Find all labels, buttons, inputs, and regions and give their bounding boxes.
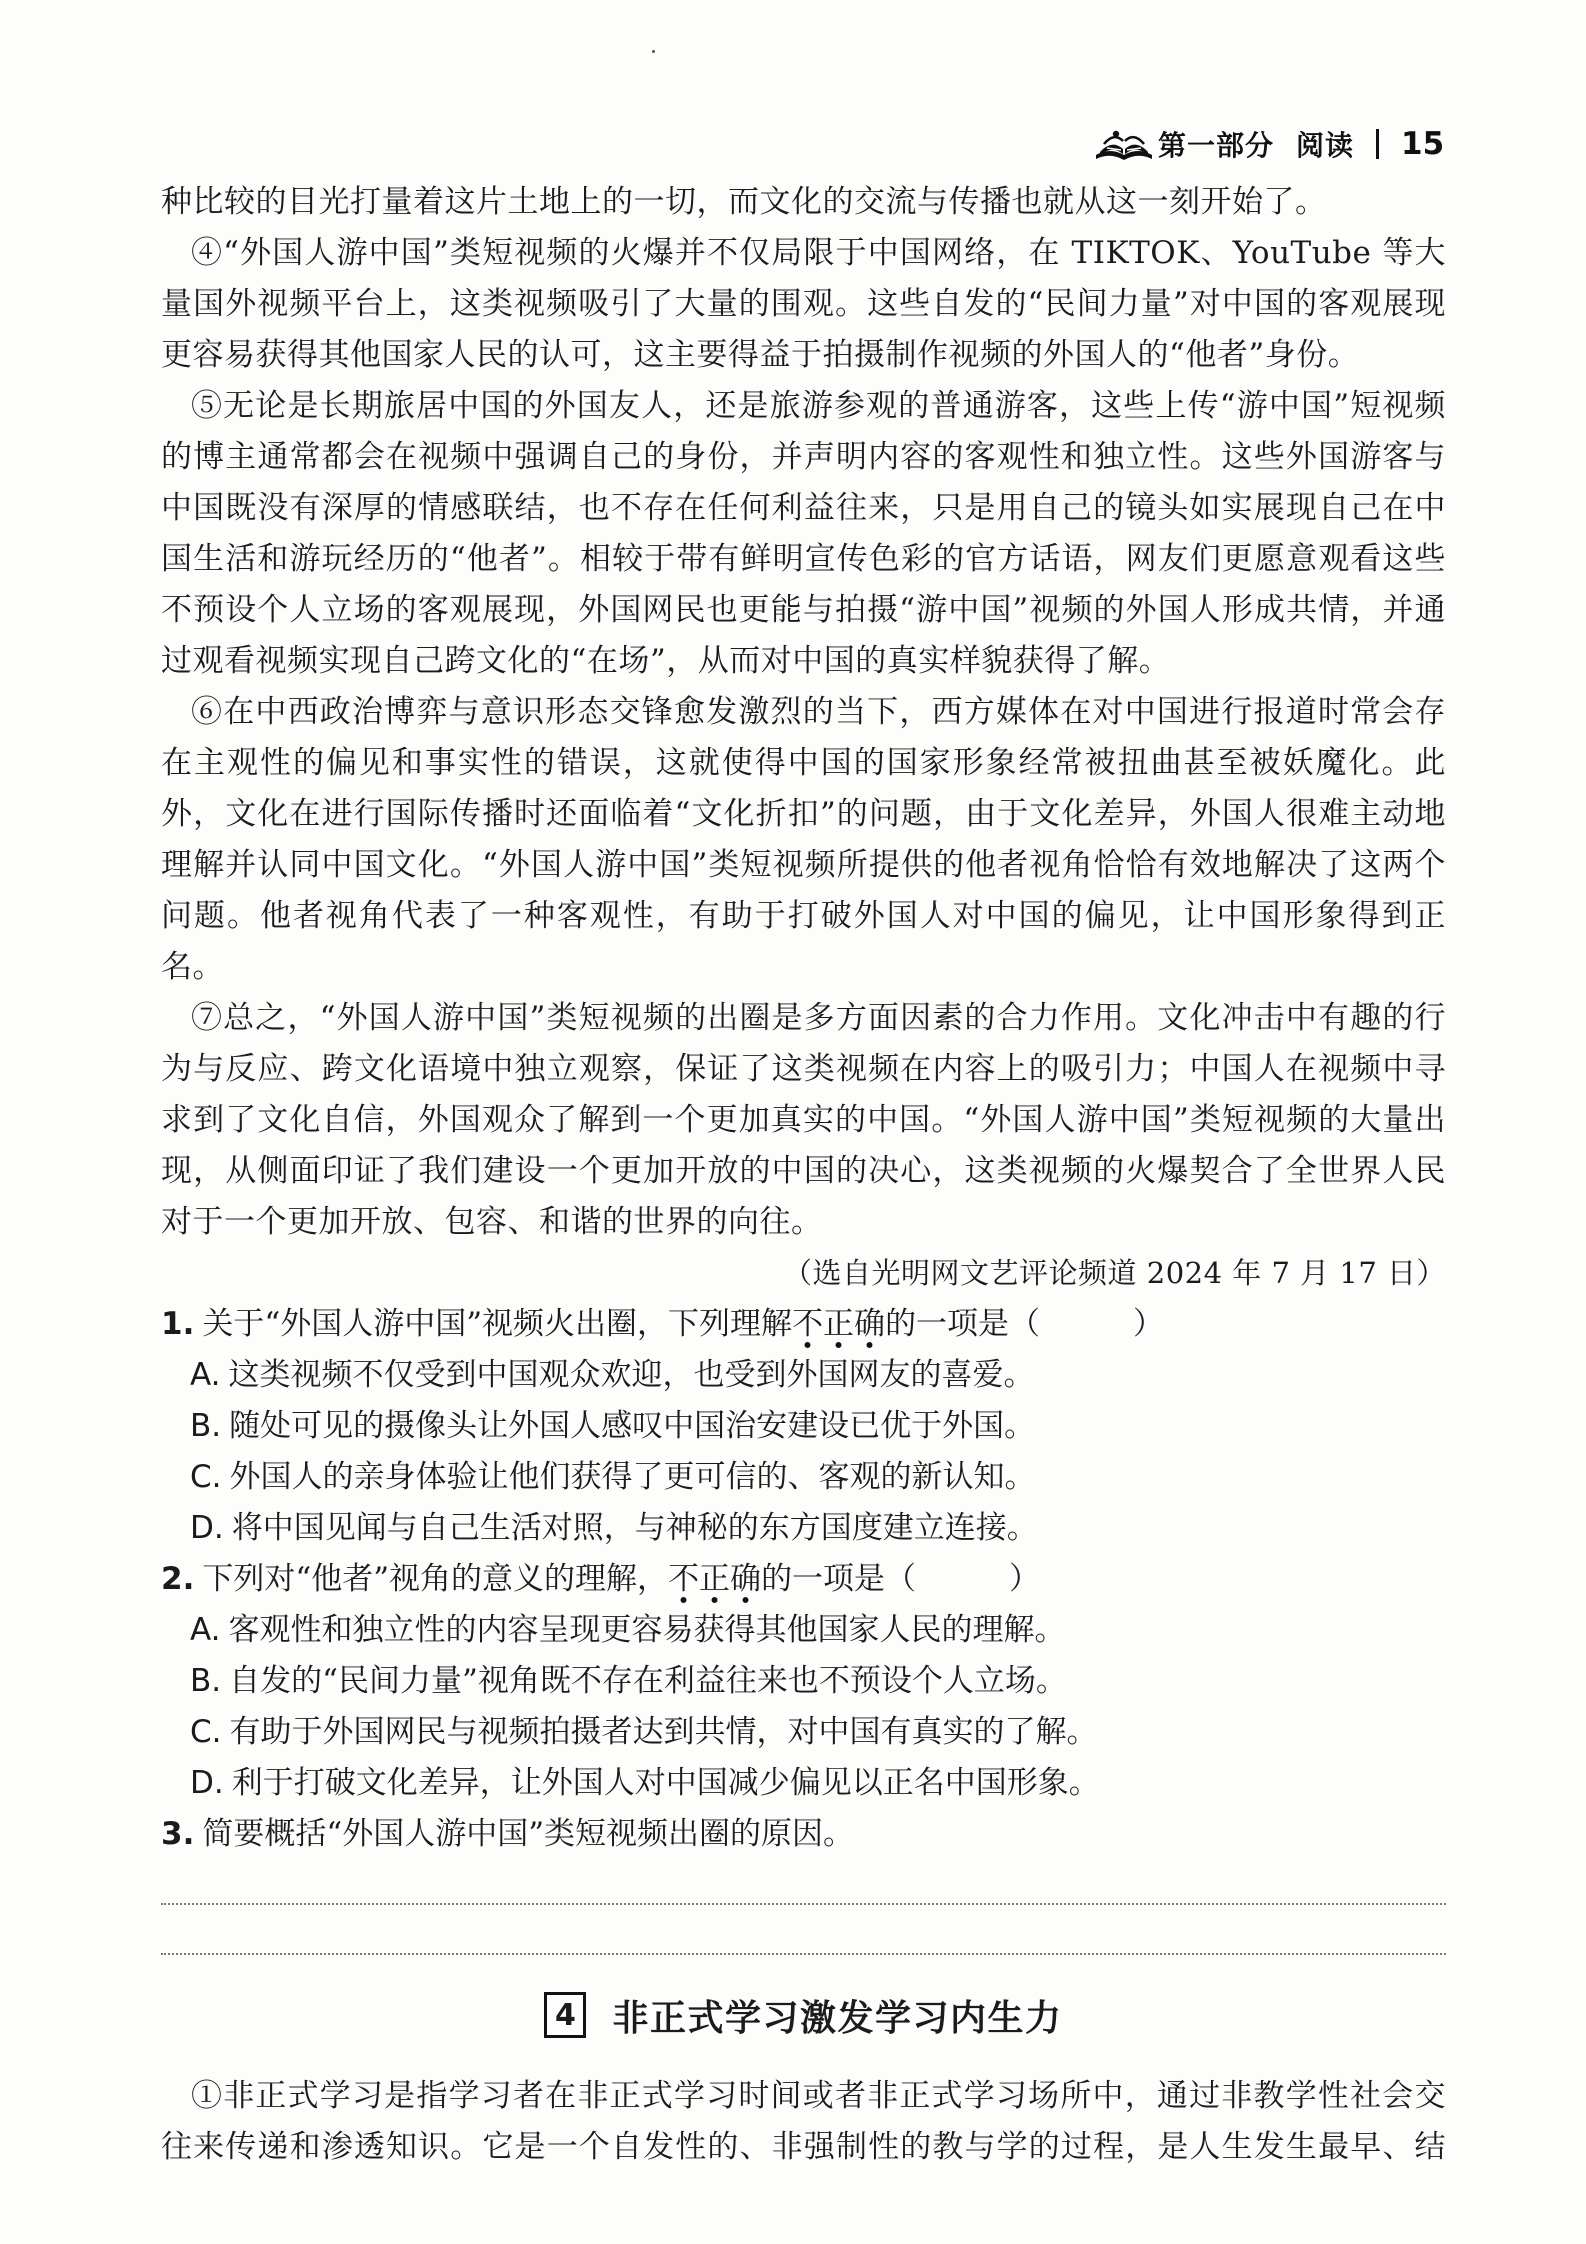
emphasized-text: 不正确 (668, 1561, 761, 1605)
section-label: 阅读 (1296, 129, 1355, 162)
option-text: 这类视频不仅受到中国观众欢迎，也受到外国网友的喜爱。 (228, 1357, 1035, 1393)
option-text: 将中国见闻与自己生活对照，与神秘的东方国度建立连接。 (231, 1510, 1038, 1546)
option-label: B. (190, 1408, 222, 1444)
question-2-option-d (161, 1758, 1446, 1809)
option-label: D. (190, 1765, 224, 1801)
emphasized-text: 不正确 (792, 1306, 885, 1350)
article-heading (161, 1992, 1446, 2038)
option-label: B. (190, 1663, 222, 1699)
book-logo-icon (1094, 126, 1154, 162)
article-title: 非正式学习激发学习内生力 (612, 1997, 1063, 2039)
option-label: C. (190, 1714, 222, 1750)
option-text: 自发的“民间力量”视角既不存在利益往来也不预设个人立场。 (229, 1663, 1067, 1699)
option-label: A. (190, 1612, 221, 1648)
question-1-option-d (161, 1503, 1446, 1554)
paragraph-7: ⑦总之，“外国人游中国”类短视频的出圈是多方面因素的合力作用。文化冲击中有趣的行为与反应、跨文化语境中独立观察，保证了这类视频在内容上的吸引力；中国人在视频中寻求到了文化自信，外国观众了解到一个更加真实的中国。“外国人游中国”类短视频的大量出现，从侧面印证了我们建设一个更加开放的中国的决心，这类视频的火爆契合了全世界人民对于一个更加开放、包容、和谐的世界的向往。 (161, 1000, 1446, 1240)
question-number: 2. (161, 1561, 195, 1597)
paragraph-1: ①非正式学习是指学习者在非正式学习时间或者非正式学习场所中，通过非教学性社会交往来传递和渗透知识。它是一个自发性的、非强制性的教与学的过程，是人生发生最早、结 (161, 2078, 1446, 2165)
running-head (1094, 122, 1444, 166)
print-speck (652, 50, 655, 53)
question-stem-text: 简要概括“外国人游中国”类短视频出圈的原因。 (202, 1816, 855, 1852)
option-text: 利于打破文化差异，让外国人对中国减少偏见以正名中国形象。 (231, 1765, 1100, 1801)
answer-line (161, 1953, 1446, 1955)
question-stem-text: 下列对“他者”视角的意义的理解， (202, 1561, 669, 1597)
paragraph-continued: 种比较的目光打量着这片土地上的一切，而文化的交流与传播也就从这一刻开始了。 (161, 184, 1327, 220)
question-2-option-a (161, 1605, 1446, 1656)
article-source: （选自光明网文艺评论频道 2024 年 7 月 17 日） (783, 1256, 1446, 1290)
question-2-option-b (161, 1656, 1446, 1707)
answer-line (161, 1903, 1446, 1905)
page-number: 15 (1401, 126, 1445, 162)
paragraph-4: ④“外国人游中国”类短视频的火爆并不仅局限于中国网络，在 TIKTOK、YouTube 等大量国外视频平台上，这类视频吸引了大量的围观。这些自发的“民间力量”对中国的客观展现更容易获得其他国家人民的认可，这主要得益于拍摄制作视频的外国人的“他者”身份。 (161, 235, 1446, 373)
question-1-option-b (161, 1401, 1446, 1452)
question-1-option-c (161, 1452, 1446, 1503)
article-number-box: 4 (544, 1992, 586, 2038)
option-text: 随处可见的摄像头让外国人感叹中国治安建设已优于外国。 (229, 1408, 1036, 1444)
header-divider (1376, 129, 1379, 159)
question-3-stem (161, 1809, 1446, 1860)
option-label: D. (190, 1510, 224, 1546)
question-1-option-a (161, 1350, 1446, 1401)
next-article-body (161, 2071, 1446, 2173)
question-stem-end: 的一项是（ ） (885, 1306, 1165, 1342)
option-text: 客观性和独立性的内容呈现更容易获得其他国家人民的理解。 (228, 1612, 1066, 1648)
question-2-stem (161, 1554, 1446, 1605)
option-text: 有助于外国网民与视频拍摄者达到共情，对中国有真实的了解。 (229, 1714, 1098, 1750)
question-1-stem (161, 1299, 1446, 1350)
paragraph-6: ⑥在中西政治博弈与意识形态交锋愈发激烈的当下，西方媒体在对中国进行报道时常会存在主观性的偏见和事实性的错误，这就使得中国的国家形象经常被扭曲甚至被妖魔化。此外，文化在进行国际传播时还面临着“文化折扣”的问题，由于文化差异，外国人很难主动地理解并认同中国文化。“外国人游中国”类短视频所提供的他者视角恰恰有效地解决了这两个问题。他者视角代表了一种客观性，有助于打破外国人对中国的偏见，让中国形象得到正名。 (161, 694, 1446, 985)
paragraph-5: ⑤无论是长期旅居中国的外国友人，还是旅游参观的普通游客，这些上传“游中国”短视频的博主通常都会在视频中强调自己的身份，并声明内容的客观性和独立性。这些外国游客与中国既没有深厚的情感联结，也不存在任何利益往来，只是用自己的镜头如实展现自己在中国生活和游玩经历的“他者”。相较于带有鲜明宣传色彩的官方话语，网友们更愿意观看这些不预设个人立场的客观展现，外国网民也更能与拍摄“游中国”视频的外国人形成共情，并通过观看视频实现自己跨文化的“在场”，从而对中国的真实样貌获得了解。 (161, 388, 1446, 679)
question-number: 3. (161, 1816, 195, 1852)
option-label: C. (190, 1459, 222, 1495)
question-stem-end: 的一项是（ ） (761, 1561, 1041, 1597)
page-content (161, 177, 1446, 2173)
part-label: 第一部分 (1158, 129, 1275, 162)
option-label: A. (190, 1357, 221, 1393)
question-number: 1. (161, 1306, 195, 1342)
question-stem-text: 关于“外国人游中国”视频火出圈，下列理解 (202, 1306, 793, 1342)
question-2-option-c (161, 1707, 1446, 1758)
option-text: 外国人的亲身体验让他们获得了更可信的、客观的新认知。 (229, 1459, 1036, 1495)
